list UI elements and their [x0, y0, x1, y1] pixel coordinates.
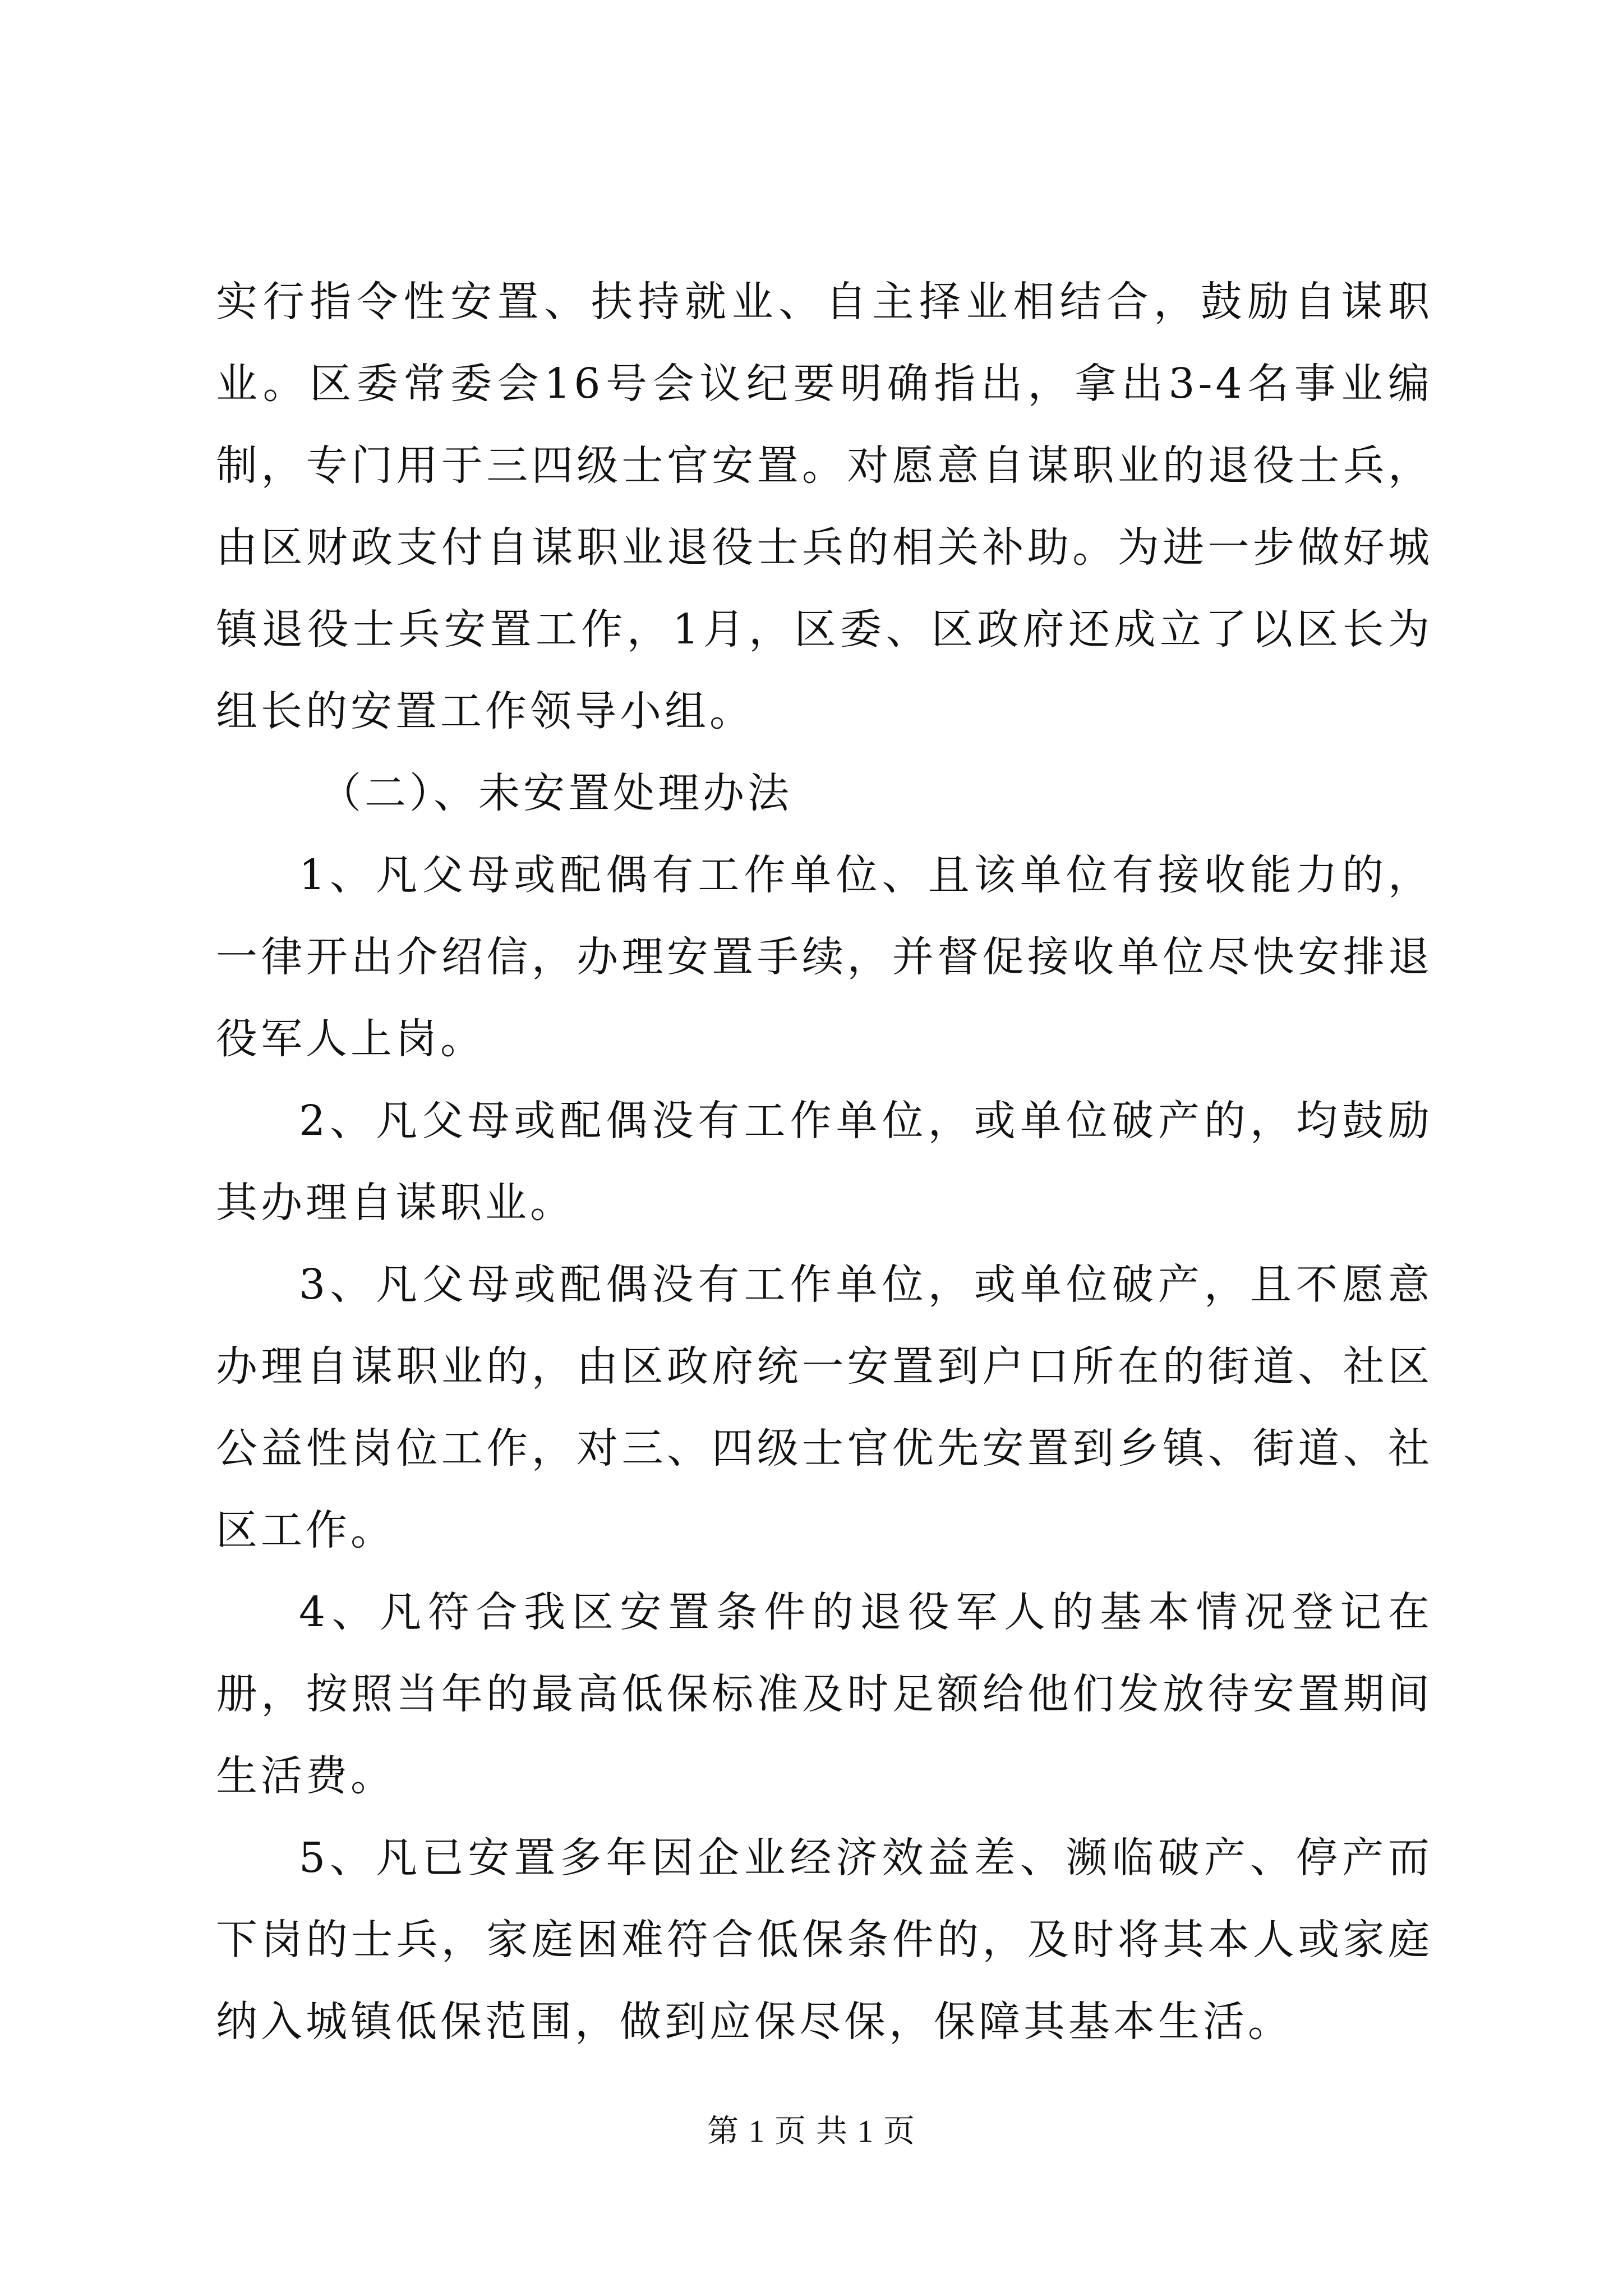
page-number-label: 第 1 页 共 1 页: [707, 2114, 916, 2149]
page-footer: [0, 2112, 1623, 2151]
document-body: [216, 261, 1433, 2063]
paragraph-item-5: 5、凡已安置多年因企业经济效益差、濒临破产、停产而下岗的士兵，家庭困难符合低保条件的，及时将其本人或家庭纳入城镇低保范围，做到应保尽保，保障其基本生活。: [216, 1834, 1433, 2046]
section-heading-unsettled-measures: （二）、未安置处理办法: [320, 769, 792, 817]
paragraph-item-1: 1、凡父母或配偶有工作单位、且该单位有接收能力的，一律开出介绍信，办理安置手续，并督促接收单位尽快安排退役军人上岗。: [216, 851, 1433, 1063]
paragraph-item-2: 2、凡父母或配偶没有工作单位，或单位破产的，均鼓励其办理自谋职业。: [216, 1097, 1433, 1227]
paragraph-resettlement-policy: 实行指令性安置、扶持就业、自主择业相结合，鼓励自谋职业。区委常委会16号会议纪要明确指出，拿出3-4名事业编制，专门用于三四级士官安置。对愿意自谋职业的退役士兵，由区财政支付自谋职业退役士兵的相关补助。为进一步做好城镇退役士兵安置工作，1月，区委、区政府还成立了以区长为组长的安置工作领导小组。: [216, 278, 1433, 735]
paragraph-item-3: 3、凡父母或配偶没有工作单位，或单位破产，且不愿意办理自谋职业的，由区政府统一安置到户口所在的街道、社区公益性岗位工作，对三、四级士官优先安置到乡镇、街道、社区工作。: [216, 1260, 1433, 1554]
paragraph-item-4: 4、凡符合我区安置条件的退役军人的基本情况登记在册，按照当年的最高低保标准及时足额给他们发放待安置期间生活费。: [216, 1588, 1433, 1800]
